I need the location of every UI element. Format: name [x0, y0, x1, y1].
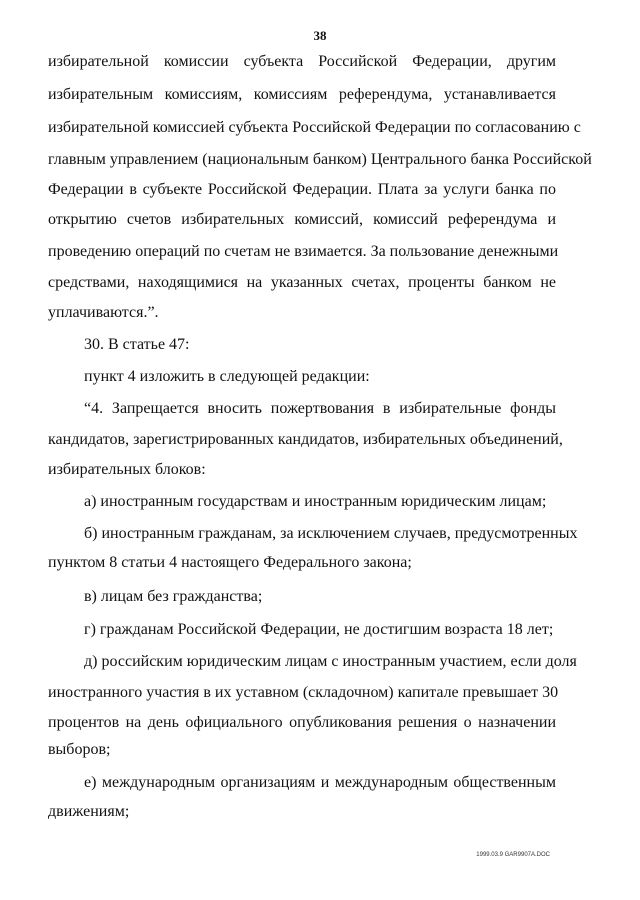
- list-item: а) иностранным государствам и иностранным юридическим лицам;: [84, 493, 547, 510]
- text-line: Федерации в субъекте Российской Федерации. Плата за услуги банка по: [48, 181, 556, 198]
- text-line: пункт 4 изложить в следующей редакции:: [84, 368, 370, 385]
- text-line: средствами, находящимися на указанных счетах, проценты банком не: [48, 274, 556, 291]
- list-item: в) лицам без гражданства;: [84, 588, 263, 605]
- text-line: процентов на день официального опубликования решения о назначении: [48, 714, 556, 731]
- text-line: уплачиваются.”.: [48, 304, 159, 321]
- list-item: б) иностранным гражданам, за исключением случаев, предусмотренных: [84, 525, 578, 542]
- text-line: выборов;: [48, 741, 111, 758]
- section-heading: 30. В статье 47:: [84, 336, 190, 353]
- list-item: г) гражданам Российской Федерации, не достигшим возраста 18 лет;: [84, 621, 554, 638]
- list-item: д) российским юридическим лицам с иностранным участием, если доля: [84, 653, 577, 670]
- text-line: открытию счетов избирательных комиссий, комиссий референдума и: [48, 211, 556, 228]
- text-line: “4. Запрещается вносить пожертвования в избирательные фонды: [84, 400, 556, 417]
- text-line: избирательным комиссиям, комиссиям референдума, устанавливается: [48, 86, 556, 103]
- text-line: движениям;: [48, 803, 130, 820]
- text-line: пунктом 8 статьи 4 настоящего Федерального закона;: [48, 554, 412, 571]
- document-file-code: 1999.03.9 GAR9907A.DOC: [476, 852, 550, 858]
- text-line: избирательных блоков:: [48, 461, 206, 478]
- text-line: проведению операций по счетам не взимается. За пользование денежными: [48, 243, 559, 260]
- text-line: кандидатов, зарегистрированных кандидатов, избирательных объединений,: [48, 431, 563, 448]
- text-line: иностранного участия в их уставном (складочном) капитале превышает 30: [48, 684, 559, 701]
- text-line: главным управлением (национальным банком) Центрального банка Российской: [48, 151, 592, 168]
- text-line: избирательной комиссии субъекта Российской Федерации, другим: [48, 53, 556, 70]
- list-item: е) международным организациям и международным общественным: [84, 774, 556, 791]
- text-line: избирательной комиссией субъекта Российской Федерации по согласованию с: [48, 119, 581, 136]
- page-number: 38: [313, 28, 327, 43]
